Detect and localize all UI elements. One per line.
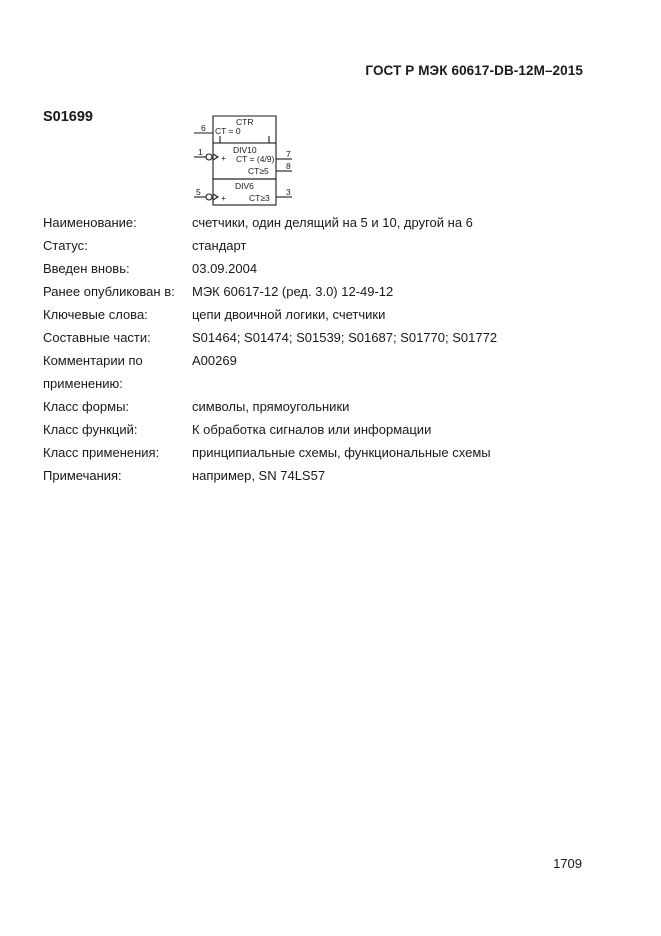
property-label: Примечания: — [43, 468, 122, 483]
symbol-id-heading: S01699 — [43, 109, 93, 125]
property-label: Наименование: — [43, 215, 137, 230]
property-row-keywords — [43, 303, 603, 326]
property-value: A00269 — [192, 353, 237, 368]
property-row-previously-published — [43, 280, 603, 303]
property-row-function-class — [43, 418, 603, 441]
div6-output: CT≥3 — [249, 193, 270, 203]
page-number: 1709 — [553, 856, 582, 871]
property-label: Класс применения: — [43, 445, 160, 460]
property-row-application-notes-cont — [43, 372, 603, 395]
property-value: счетчики, один делящий на 5 и 10, другой на 6 — [192, 215, 473, 230]
property-value: 03.09.2004 — [192, 261, 258, 276]
property-label: Класс функций: — [43, 422, 138, 437]
pin-3: 3 — [286, 187, 291, 197]
property-value — [192, 372, 603, 395]
pin-6: 6 — [201, 123, 206, 133]
property-value: цепи двоичной логики, счетчики — [192, 307, 386, 322]
plus-sign: + — [221, 153, 226, 163]
property-value: стандарт — [192, 238, 247, 253]
property-row-components — [43, 326, 603, 349]
property-row-introduced — [43, 257, 603, 280]
property-row-name — [43, 211, 603, 234]
property-label: применению: — [43, 376, 123, 391]
pin-8: 8 — [286, 161, 291, 171]
property-row-application-class — [43, 441, 603, 464]
symbol-properties-table — [43, 211, 603, 487]
div6-label: DIV6 — [235, 181, 254, 191]
pin-1: 1 — [198, 147, 203, 157]
property-value: принципиальные схемы, функциональные схемы — [192, 445, 491, 460]
property-label: Комментарии по — [43, 353, 143, 368]
property-value: например, SN 74LS57 — [192, 468, 326, 483]
property-label: Класс формы: — [43, 399, 130, 414]
pin-5: 5 — [196, 187, 201, 197]
property-value: S01464; S01474; S01539; S01687; S01770; S01772 — [192, 330, 498, 345]
negation-circle — [206, 154, 212, 160]
property-value: символы, прямоугольники — [192, 399, 350, 414]
div10-output-1: CT = (4/9) — [236, 154, 275, 164]
property-label: Ключевые слова: — [43, 307, 148, 322]
ctr-label: CTR — [236, 117, 254, 127]
property-label: Введен вновь: — [43, 261, 130, 276]
standard-code-header: ГОСТ Р МЭК 60617-DB-12M–2015 — [365, 63, 583, 78]
div10-label: DIV10 — [233, 145, 257, 155]
dynamic-input-icon — [213, 194, 218, 200]
property-value: МЭК 60617-12 (ред. 3.0) 12-49-12 — [192, 284, 394, 299]
dynamic-input-icon — [213, 154, 218, 160]
ctr-reset-label: CT = 0 — [215, 126, 241, 136]
counter-symbol-diagram — [180, 108, 320, 212]
property-label: Составные части: — [43, 330, 151, 345]
negation-circle — [206, 194, 212, 200]
property-row-shape-class — [43, 395, 603, 418]
property-value: К обработка сигналов или информации — [192, 422, 432, 437]
property-label: Статус: — [43, 238, 88, 253]
property-label: Ранее опубликован в: — [43, 284, 175, 299]
plus-sign: + — [221, 193, 226, 203]
pin-7: 7 — [286, 149, 291, 159]
div10-output-2: CT≥5 — [248, 166, 269, 176]
property-row-status — [43, 234, 603, 257]
property-row-notes — [43, 464, 603, 487]
property-row-application-notes — [43, 349, 603, 372]
